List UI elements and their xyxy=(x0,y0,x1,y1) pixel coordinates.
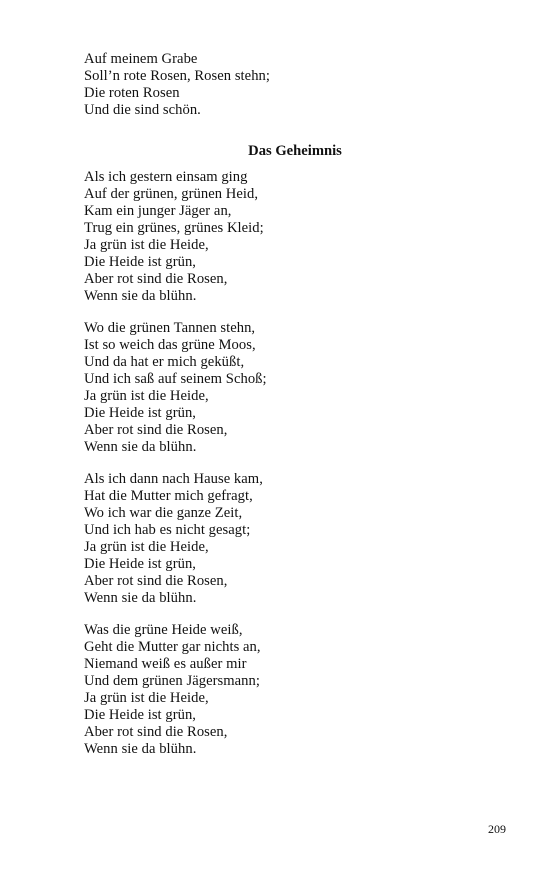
verse-line: Soll’n rote Rosen, Rosen stehn; xyxy=(84,68,270,84)
verse-line: Ist so weich das grüne Moos, xyxy=(84,337,256,353)
refrain-line: Wenn sie da blühn. xyxy=(84,439,197,455)
verse-line: Was die grüne Heide weiß, xyxy=(84,622,243,638)
verse-line: Als ich gestern einsam ging xyxy=(84,169,248,185)
refrain-line: Aber rot sind die Rosen, xyxy=(84,724,228,740)
poem-title: Das Geheimnis xyxy=(248,143,342,159)
verse-line: Geht die Mutter gar nichts an, xyxy=(84,639,261,655)
refrain-line: Die Heide ist grün, xyxy=(84,556,196,572)
verse-line: Wo die grünen Tannen stehn, xyxy=(84,320,256,336)
refrain-line: Ja grün ist die Heide, xyxy=(84,388,209,404)
refrain-line: Ja grün ist die Heide, xyxy=(84,690,209,706)
refrain-line: Wenn sie da blühn. xyxy=(84,590,197,606)
refrain-line: Ja grün ist die Heide, xyxy=(84,539,209,555)
verse-line: Und die sind schön. xyxy=(84,102,201,118)
refrain-line: Ja grün ist die Heide, xyxy=(84,237,209,253)
refrain-line: Wenn sie da blühn. xyxy=(84,741,197,757)
verse-line: Auf meinem Grabe xyxy=(84,51,198,67)
stanza-3 xyxy=(84,471,263,607)
verse-line: Und dem grünen Jägersmann; xyxy=(84,673,260,689)
verse-line: Und da hat er mich geküßt, xyxy=(84,354,245,370)
preceding-stanza xyxy=(84,51,270,119)
refrain-line: Die Heide ist grün, xyxy=(84,707,196,723)
verse-line: Und ich saß auf seinem Schoß; xyxy=(84,371,267,387)
refrain-line: Aber rot sind die Rosen, xyxy=(84,422,228,438)
verse-line: Auf der grünen, grünen Heid, xyxy=(84,186,259,202)
refrain-line: Aber rot sind die Rosen, xyxy=(84,271,228,287)
refrain-line: Die Heide ist grün, xyxy=(84,254,196,270)
page-number: 209 xyxy=(488,822,506,836)
stanza-4 xyxy=(84,622,261,758)
verse-line: Wo ich war die ganze Zeit, xyxy=(84,505,243,521)
stanza-2 xyxy=(84,320,267,456)
refrain-line: Die Heide ist grün, xyxy=(84,405,196,421)
verse-line: Und ich hab es nicht gesagt; xyxy=(84,522,251,538)
refrain-line: Aber rot sind die Rosen, xyxy=(84,573,228,589)
verse-line: Trug ein grünes, grünes Kleid; xyxy=(84,220,264,236)
verse-line: Niemand weiß es außer mir xyxy=(84,656,247,672)
verse-line: Die roten Rosen xyxy=(84,85,180,101)
refrain-line: Wenn sie da blühn. xyxy=(84,288,197,304)
verse-line: Kam ein junger Jäger an, xyxy=(84,203,232,219)
stanza-1 xyxy=(84,169,264,305)
verse-line: Als ich dann nach Hause kam, xyxy=(84,471,263,487)
verse-line: Hat die Mutter mich gefragt, xyxy=(84,488,253,504)
